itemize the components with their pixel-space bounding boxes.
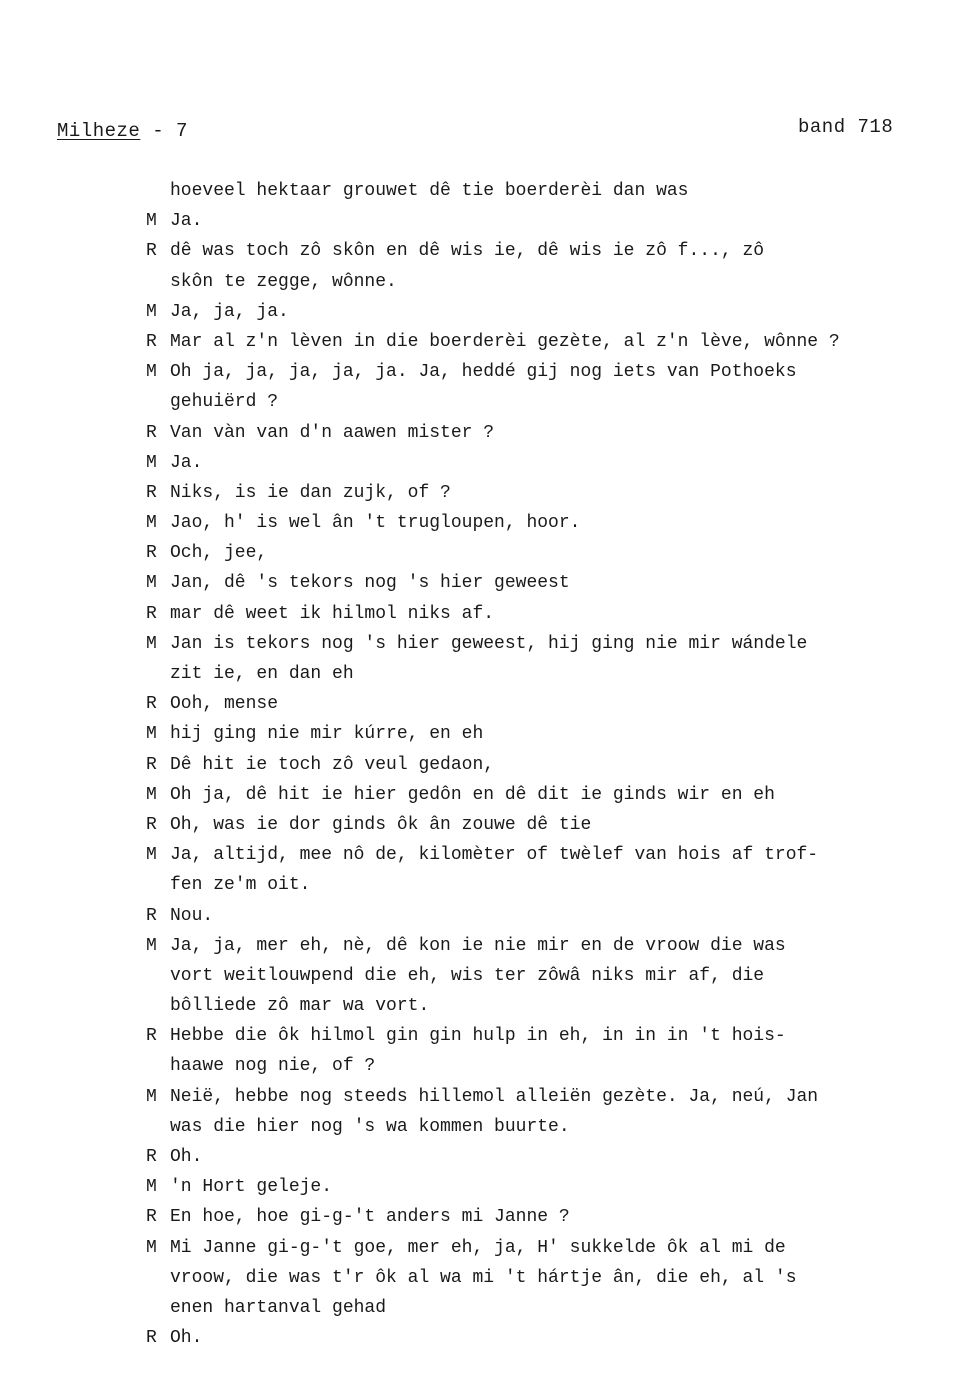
line-text: Oh. — [170, 1147, 203, 1167]
transcript-line — [146, 1202, 936, 1232]
transcript-line — [146, 1142, 936, 1172]
speaker-label: R — [146, 482, 157, 503]
transcript-line — [146, 206, 936, 236]
transcript-line — [146, 659, 936, 689]
line-text: Ja, altijd, mee nô de, kilomèter of twèlef van hois af trof- — [170, 845, 819, 866]
transcript-line — [146, 840, 936, 870]
band-number: band 718 — [798, 116, 894, 138]
speaker-label: R — [146, 905, 157, 926]
transcript-line — [146, 991, 936, 1021]
transcript-line — [146, 327, 936, 357]
line-text: Dê hit ie toch zô veul gedaon, — [170, 754, 495, 775]
speaker-label: M — [146, 935, 157, 956]
line-text: haawe nog nie, of ? — [170, 1056, 376, 1077]
line-text: Ooh, mense — [170, 694, 279, 715]
transcript-line — [146, 1323, 936, 1353]
transcript-line — [146, 448, 936, 478]
transcript-line — [146, 629, 936, 659]
transcript-line — [146, 689, 936, 719]
transcript-line — [146, 387, 936, 417]
place-name: Milheze — [57, 120, 141, 142]
speaker-label: M — [146, 301, 157, 322]
line-text: Neië, hebbe nog steeds hillemol alleiën gezète. Ja, neú, Jan — [170, 1086, 819, 1107]
transcript-line — [146, 1112, 936, 1142]
line-text: gehuiërd ? — [170, 392, 279, 413]
speaker-label: M — [146, 845, 157, 866]
line-text: Oh. — [170, 1328, 203, 1349]
transcript-line — [146, 870, 936, 900]
speaker-label: R — [146, 422, 157, 443]
line-text: Oh ja, dê hit ie hier gedôn en dê dit ie ginds wir en eh — [170, 784, 775, 805]
transcript-line — [146, 538, 936, 568]
speaker-label: R — [146, 241, 157, 262]
line-text: Oh ja, ja, ja, ja, ja. Ja, heddé gij nog iets van Pothoeks — [170, 362, 797, 383]
transcript-line — [146, 1021, 936, 1051]
line-text: enen hartanval gehad — [170, 1297, 387, 1318]
speaker-label: M — [146, 452, 157, 473]
line-text: Mi Janne gi-g-'t goe, mer eh, ja, H' sukkelde ôk al mi de — [170, 1237, 786, 1258]
line-text: Ja. — [170, 452, 203, 473]
transcript-line — [146, 931, 936, 961]
transcript-line — [146, 1082, 936, 1112]
speaker-label: M — [146, 784, 157, 805]
line-text: mar dê weet ik hilmol niks af. — [170, 603, 495, 624]
line-text: dê was toch zô skôn en dê wis ie, dê wis ie zô f..., zô — [170, 241, 765, 262]
line-text: vroow, die was t'r ôk al wa mi 't hártje ân, die eh, al 's — [170, 1267, 797, 1288]
transcript-line — [146, 236, 936, 266]
page-number: - 7 — [140, 120, 188, 142]
speaker-label: M — [146, 211, 157, 232]
line-text: was die hier nog 's wa kommen buurte. — [170, 1116, 570, 1137]
line-text: Nou. — [170, 905, 214, 926]
speaker-label: M — [146, 362, 157, 383]
line-text: 'n Hort geleje. — [170, 1177, 333, 1198]
line-text: Oh, was ie dor ginds ôk ân zouwe dê tie — [170, 814, 592, 835]
transcript-line — [146, 750, 936, 780]
speaker-label: M — [146, 724, 157, 745]
transcript-line — [146, 719, 936, 749]
transcript-line — [146, 961, 936, 991]
line-text: hoeveel hektaar grouwet dê tie boerderèi dan was — [170, 181, 689, 201]
line-text: fen ze'm oit. — [170, 875, 311, 896]
line-text: Ja. — [170, 211, 203, 232]
speaker-label: R — [146, 694, 157, 715]
line-text: Ja, ja, mer eh, nè, dê kon ie nie mir en de vroow die was — [170, 935, 786, 956]
transcript — [146, 176, 936, 1353]
transcript-line — [146, 1051, 936, 1081]
speaker-label: M — [146, 1177, 157, 1198]
page-header-left — [57, 120, 188, 142]
line-text: Och, jee, — [170, 543, 268, 564]
transcript-line — [146, 267, 936, 297]
transcript-line — [146, 418, 936, 448]
line-text: Jan, dê 's tekors nog 's hier geweest — [170, 573, 570, 594]
line-text: hij ging nie mir kúrre, en eh — [170, 724, 484, 745]
line-text: Jao, h' is wel ân 't trugloupen, hoor. — [170, 513, 581, 534]
transcript-line — [146, 478, 936, 508]
speaker-label: R — [146, 1147, 157, 1167]
transcript-line — [146, 297, 936, 327]
line-text: vort weitlouwpend die eh, wis ter zôwâ niks mir af, die — [170, 965, 765, 986]
line-text: skôn te zegge, wônne. — [170, 271, 397, 292]
line-text: Hebbe die ôk hilmol gin gin hulp in eh, in in in 't hois- — [170, 1026, 786, 1047]
line-text: Jan is tekors nog 's hier geweest, hij ging nie mir wándele — [170, 633, 808, 654]
speaker-label: R — [146, 1207, 157, 1228]
transcript-line — [146, 1172, 936, 1202]
transcript-line — [146, 1233, 936, 1263]
speaker-label: M — [146, 633, 157, 654]
speaker-label: M — [146, 573, 157, 594]
speaker-label: R — [146, 331, 157, 352]
speaker-label: R — [146, 603, 157, 624]
speaker-label: M — [146, 1237, 157, 1258]
transcript-line — [146, 780, 936, 810]
line-text: Ja, ja, ja. — [170, 301, 289, 322]
line-text: Niks, is ie dan zujk, of ? — [170, 482, 451, 503]
line-text: Mar al z'n lèven in die boerderèi gezète, al z'n lève, wônne ? — [170, 331, 840, 352]
transcript-line — [146, 568, 936, 598]
transcript-line — [146, 1263, 936, 1293]
transcript-line — [146, 508, 936, 538]
transcript-line — [146, 357, 936, 387]
line-text: bôlliede zô mar wa vort. — [170, 996, 430, 1017]
line-text: En hoe, hoe gi-g-'t anders mi Janne ? — [170, 1207, 570, 1228]
transcript-line — [146, 1293, 936, 1323]
speaker-label: R — [146, 754, 157, 775]
speaker-label: R — [146, 1328, 157, 1349]
transcript-line — [146, 599, 936, 629]
transcript-line — [146, 810, 936, 840]
speaker-label: M — [146, 1086, 157, 1107]
speaker-label: R — [146, 1026, 157, 1047]
speaker-label: R — [146, 814, 157, 835]
speaker-label: R — [146, 543, 157, 564]
line-text: Van vàn van d'n aawen mister ? — [170, 422, 495, 443]
transcript-line — [146, 901, 936, 931]
transcript-line — [146, 176, 936, 206]
speaker-label: M — [146, 513, 157, 534]
line-text: zit ie, en dan eh — [170, 664, 354, 684]
